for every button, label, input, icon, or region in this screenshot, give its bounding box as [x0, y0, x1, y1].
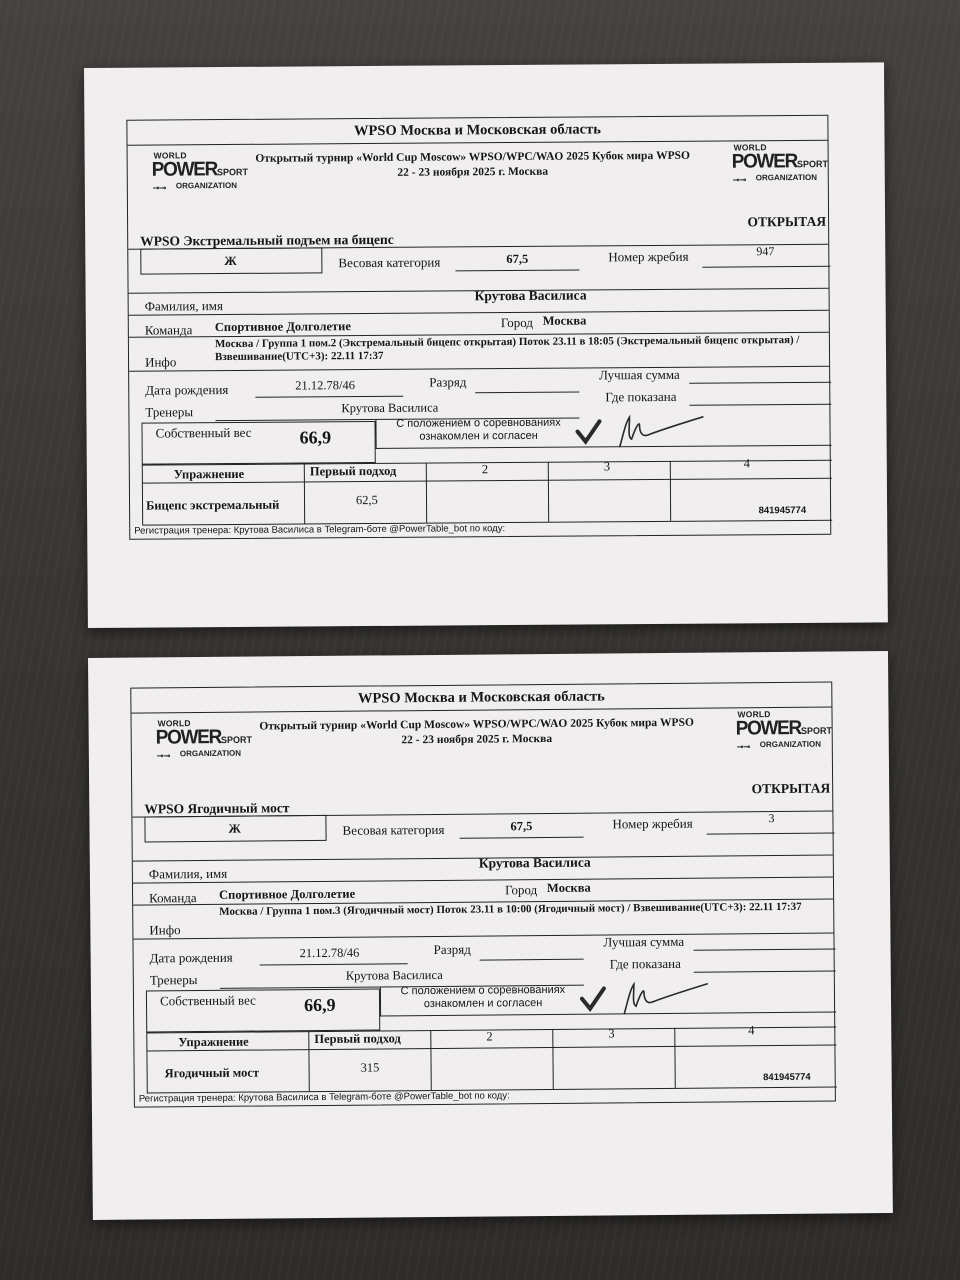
col-attempt-2: 2: [486, 1029, 493, 1044]
paper-sheet-1: [84, 62, 888, 628]
col-first-attempt: Первый подход: [314, 1031, 401, 1047]
tournament-title: Открытый турнир «World Cup Moscow» WPSO/WPC/WAO 2025 Кубок мира WPSO 22 - 23 ноября 2025 г. Москва: [255, 149, 690, 179]
own-weight-value: 66,9: [299, 427, 332, 448]
wpso-logo-right: WORLD POWERSPORT ⊸⊸ ORGANIZATION: [731, 142, 829, 185]
team-value: Спортивное Долголетие: [214, 319, 351, 335]
registration-note: Регистрация тренера: Крутова Василиса в Telegram-боте @PowerTable_bot по коду:: [134, 523, 506, 537]
lot-label: Номер жребия: [612, 815, 693, 832]
barbell-icon: ⊸⊸: [736, 742, 751, 752]
weight-class-label: Весовая категория: [342, 821, 445, 838]
lot-value: 3: [768, 811, 775, 826]
dob-value: 21.12.78/46: [295, 378, 356, 393]
coaches-label: Тренеры: [145, 404, 194, 420]
weight-class-value: 67,5: [506, 251, 529, 267]
team-label: Команда: [144, 322, 193, 338]
weight-class-value: 67,5: [510, 819, 533, 834]
best-total-label: Лучшая сумма: [599, 366, 680, 383]
info-label: Инфо: [145, 354, 177, 370]
wpso-logo-right: WORLD POWERSPORT ⊸⊸ ORGANIZATION: [735, 709, 833, 752]
own-weight-label: Собственный вес: [155, 424, 252, 441]
barbell-icon: ⊸⊸: [156, 751, 171, 761]
where-shown-label: Где показана: [605, 388, 677, 405]
tournament-title: Открытый турнир «World Cup Moscow» WPSO/WPC/WAO 2025 Кубок мира WPSO 22 - 23 ноября 2025 г. Москва: [259, 716, 694, 747]
gender-value: Ж: [224, 253, 237, 269]
lot-label: Номер жребия: [608, 248, 689, 265]
col-attempt-3: 3: [608, 1026, 615, 1041]
agreement-text: С положением о соревнованиях ознакомлен и согласен: [396, 416, 561, 443]
info-label: Инфо: [149, 922, 181, 938]
athlete-name: Крутова Василиса: [474, 287, 587, 304]
col-attempt-2: 2: [481, 462, 489, 477]
team-value: Спортивное Долголетие: [219, 886, 356, 902]
division-label: ОТКРЫТАЯ: [751, 780, 831, 797]
exercise-name: Ягодичный мост: [164, 1065, 260, 1081]
coach-value: Крутова Василиса: [345, 967, 443, 983]
name-label: Фамилия, имя: [144, 298, 224, 314]
checkmark-signature-icon: [578, 979, 738, 1020]
col-attempt-3: 3: [603, 459, 611, 474]
info-value: Москва / Группа 1 пом.3 (Ягодичный мост) Поток 23.11 в 10:00 (Ягодичный мост) / Взвешивание(UTC+3): 22.11 17:37: [219, 900, 802, 918]
col-attempt-4: 4: [748, 1023, 755, 1038]
wpso-logo-left: WORLD POWERSPORT ⊸⊸ ORGANIZATION: [151, 150, 249, 193]
exercise-name: Бицепс экстремальный: [146, 497, 280, 513]
city-value: Москва: [542, 313, 587, 328]
own-weight-label: Собственный вес: [159, 992, 256, 1009]
dob-label: Дата рождения: [149, 949, 233, 966]
col-exercise: Упражнение: [173, 466, 245, 482]
division-label: ОТКРЫТАЯ: [747, 213, 827, 230]
first-attempt-value: 62,5: [355, 492, 378, 508]
col-attempt-4: 4: [743, 456, 751, 471]
registration-code: 841945774: [758, 504, 807, 517]
city-label: Город: [504, 882, 538, 898]
rank-label: Разряд: [433, 941, 471, 957]
dob-value: 21.12.78/46: [299, 945, 360, 961]
col-exercise: Упражнение: [178, 1034, 249, 1050]
registration-card-1: [126, 115, 831, 540]
city-value: Москва: [546, 880, 591, 896]
barbell-icon: ⊸⊸: [152, 183, 167, 193]
registration-code: 841945774: [763, 1071, 811, 1084]
discipline-title: WPSO Экстремальный подъем на бицепс: [140, 231, 394, 249]
best-total-label: Лучшая сумма: [603, 933, 685, 950]
registration-note: Регистрация тренера: Крутова Василиса в Telegram-боте @PowerTable_bot по коду:: [138, 1090, 510, 1105]
gender-value: Ж: [228, 821, 241, 836]
team-label: Команда: [149, 890, 197, 906]
coach-value: Крутова Василиса: [341, 400, 439, 416]
weight-class-label: Весовая категория: [338, 254, 441, 271]
info-value: Москва / Группа 1 пом.2 (Экстремальный бицепс открытая) Поток 23.11 в 18:05 (Экстремальный бицепс открытая) / Взвешивание(UTC+3): 22.11 17:37: [214, 334, 800, 364]
city-label: Город: [500, 314, 533, 331]
wpso-logo-left: WORLD POWERSPORT ⊸⊸ ORGANIZATION: [155, 718, 253, 761]
agreement-text: С положением о соревнованиях ознакомлен и согласен: [400, 983, 566, 1011]
org-title: WPSO Москва и Московская область: [357, 688, 605, 707]
athlete-name: Крутова Василиса: [478, 854, 591, 871]
paper-sheet-2: [88, 651, 893, 1220]
first-attempt-value: 315: [360, 1060, 380, 1075]
own-weight-value: 66,9: [303, 994, 336, 1016]
dob-label: Дата рождения: [145, 382, 229, 398]
where-shown-label: Где показана: [609, 955, 681, 972]
name-label: Фамилия, имя: [148, 865, 228, 882]
rank-label: Разряд: [429, 374, 467, 390]
lot-value: 947: [756, 244, 775, 259]
barbell-icon: ⊸⊸: [732, 175, 747, 185]
checkmark-signature-icon: [573, 412, 733, 453]
org-title: WPSO Москва и Московская область: [353, 121, 601, 140]
discipline-title: WPSO Ягодичный мост: [144, 800, 290, 817]
col-first-attempt: Первый подход: [309, 463, 397, 479]
registration-card-2: [130, 682, 836, 1108]
coaches-label: Тренеры: [149, 972, 198, 988]
